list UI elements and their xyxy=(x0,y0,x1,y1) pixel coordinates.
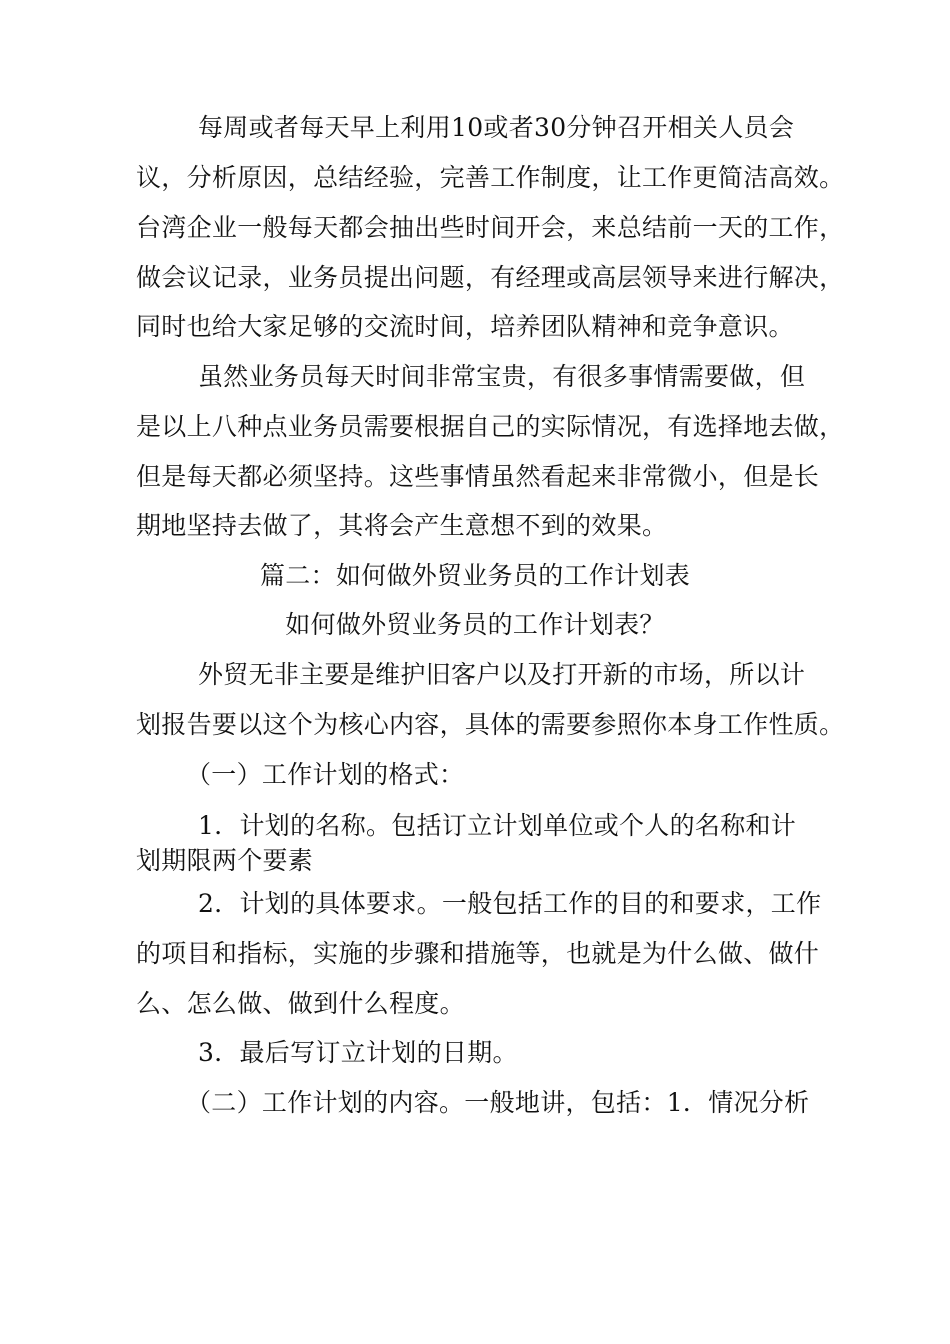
paragraph-line: 每周或者每天早上利用10或者30分钟召开相关人员会 xyxy=(198,113,795,142)
paragraph-line: 台湾企业一般每天都会抽出些时间开会，来总结前一天的工作， xyxy=(136,213,845,242)
paragraph-line: 做会议记录，业务员提出问题，有经理或高层领导来进行解决， xyxy=(136,263,845,292)
section-subheading: 如何做外贸业务员的工作计划表？ xyxy=(285,610,665,639)
list-item-line: 么、怎么做、做到什么程度。 xyxy=(136,989,465,1018)
paragraph-line: 虽然业务员每天时间非常宝贵，有很多事情需要做，但 xyxy=(198,362,806,391)
section-heading: 篇二：如何做外贸业务员的工作计划表 xyxy=(259,561,691,590)
paragraph-line: 是以上八种点业务员需要根据自己的实际情况，有选择地去做， xyxy=(136,412,845,441)
list-item-line: 2．计划的具体要求。一般包括工作的目的和要求，工作 xyxy=(198,889,822,918)
paragraph-line: 但是每天都必须坚持。这些事情虽然看起来非常微小，但是长 xyxy=(136,462,820,491)
list-item-line: 3．最后写订立计划的日期。 xyxy=(198,1038,518,1067)
paragraph-line: 期地坚持去做了，其将会产生意想不到的效果。 xyxy=(136,511,668,540)
paragraph-line: 划报告要以这个为核心内容，具体的需要参照你本身工作性质。 xyxy=(136,710,845,739)
paragraph-line: 外贸无非主要是维护旧客户以及打开新的市场，所以计 xyxy=(198,660,806,689)
paragraph-line: 同时也给大家足够的交流时间，培养团队精神和竞争意识。 xyxy=(136,312,794,341)
subsection-heading: （一）工作计划的格式： xyxy=(186,760,465,789)
list-item-line: 划期限两个要素 xyxy=(136,846,314,875)
list-item-line: 的项目和指标，实施的步骤和措施等，也就是为什么做、做什 xyxy=(136,939,820,968)
subsection-heading: （二）工作计划的内容。一般地讲，包括：1．情况分析 xyxy=(186,1088,810,1117)
paragraph-line: 议，分析原因，总结经验，完善工作制度，让工作更简洁高效。 xyxy=(136,163,845,192)
list-item-line: 1．计划的名称。包括订立计划单位或个人的名称和计 xyxy=(198,811,797,840)
